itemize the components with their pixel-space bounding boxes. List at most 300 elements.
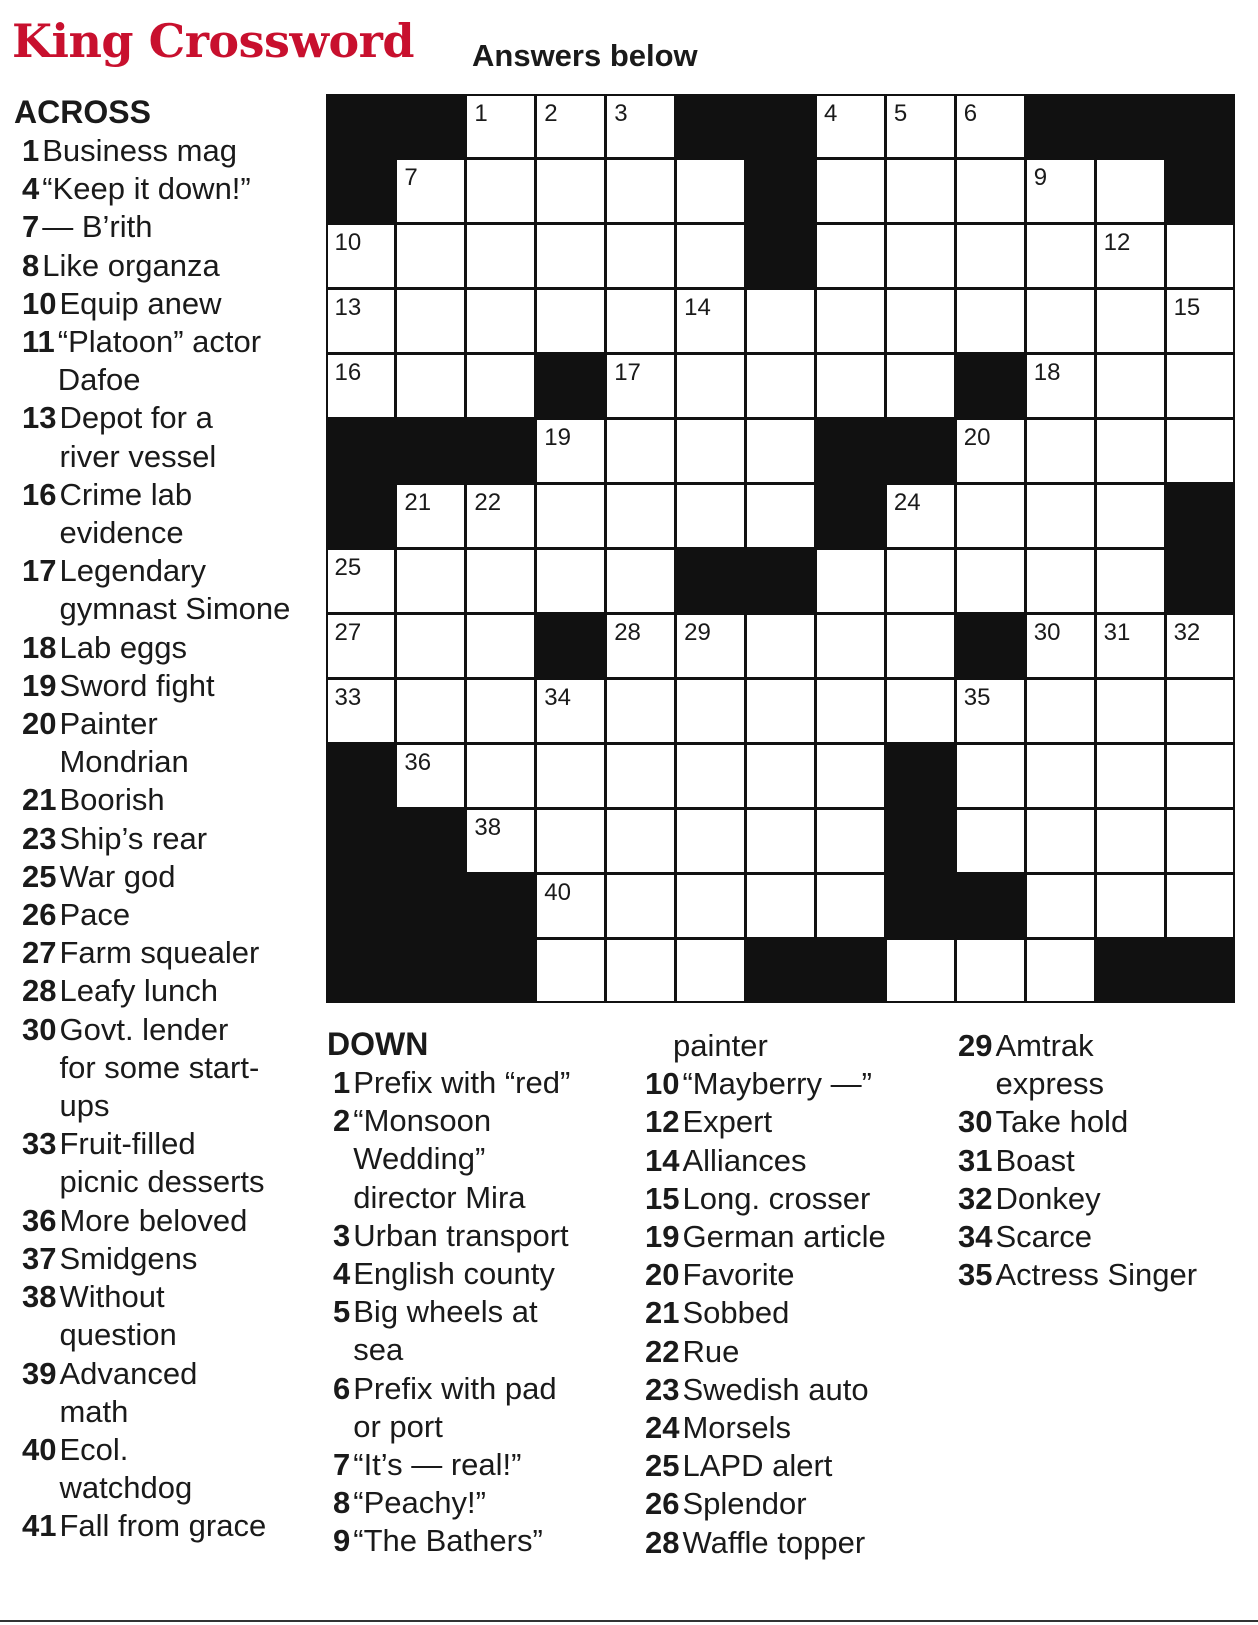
grid-cell[interactable] [397, 680, 464, 742]
clue-line: picnic desserts [59, 1164, 265, 1200]
down-clue-10 [645, 1065, 945, 1103]
down-clue-12 [645, 1103, 945, 1141]
grid-cell[interactable] [677, 680, 744, 742]
grid-cell[interactable] [467, 290, 534, 352]
grid-cell[interactable] [677, 420, 744, 482]
grid-cell[interactable] [817, 355, 884, 417]
grid-cell[interactable] [677, 485, 744, 547]
grid-cell[interactable] [1167, 680, 1234, 742]
across-clue-23 [22, 820, 307, 858]
cell-number: 38 [474, 813, 502, 841]
grid-cell[interactable] [1027, 550, 1094, 612]
grid-cell[interactable] [677, 615, 744, 677]
clue-text [59, 1125, 264, 1201]
clue-line: “Peachy!” [353, 1485, 486, 1521]
clue-number: 33 [22, 1126, 57, 1162]
across-clue-8 [22, 247, 307, 285]
grid-cell[interactable] [537, 875, 604, 937]
clue-text [353, 1217, 568, 1255]
grid-cell[interactable] [1027, 355, 1094, 417]
clue-number: 7 [22, 209, 40, 245]
clue-number: 21 [22, 782, 57, 818]
down-clue-29 [958, 1027, 1248, 1103]
clue-text [353, 1370, 556, 1446]
clue-text [995, 1256, 1197, 1294]
grid-cell[interactable] [607, 160, 674, 222]
clue-line: Mondrian [59, 744, 189, 780]
grid-cell[interactable] [607, 485, 674, 547]
cell-number: 14 [684, 294, 711, 322]
grid-cell[interactable] [747, 485, 814, 547]
grid-cell[interactable] [537, 940, 604, 1002]
grid-cell[interactable] [747, 290, 814, 352]
grid-cell[interactable] [1167, 290, 1234, 352]
grid-cell[interactable] [537, 420, 604, 482]
down-clue-21 [645, 1294, 945, 1332]
clue-text [59, 858, 175, 896]
grid-cell[interactable] [817, 745, 884, 807]
grid-cell[interactable] [887, 615, 954, 677]
clue-text [59, 1507, 266, 1545]
down-clue-list-col2 [645, 1027, 945, 1562]
grid-cell[interactable] [1027, 160, 1094, 222]
clue-line: Prefix with “red” [353, 1065, 571, 1100]
clue-line: Wedding” [353, 1141, 486, 1177]
grid-cell[interactable] [677, 810, 744, 872]
clue-line: Crime lab [59, 476, 193, 512]
clue-number: 12 [645, 1104, 680, 1140]
grid-cell[interactable] [957, 96, 1024, 158]
grid-cell[interactable] [1097, 225, 1164, 287]
down-clue-9 [333, 1522, 623, 1560]
grid-cell[interactable] [1167, 810, 1234, 872]
grid-cell[interactable] [887, 550, 954, 612]
grid-cell[interactable] [397, 550, 464, 612]
clue-text [42, 170, 251, 208]
cell-number: 27 [334, 618, 362, 646]
grid-cell[interactable] [607, 810, 674, 872]
grid-cell[interactable] [607, 355, 674, 417]
clue-number: 19 [645, 1219, 680, 1255]
cell-number: 28 [614, 618, 641, 646]
grid-cell[interactable] [537, 810, 604, 872]
grid-cell[interactable] [537, 485, 604, 547]
cell-number: 33 [334, 683, 362, 711]
grid-cell[interactable] [328, 615, 395, 677]
cell-number: 21 [404, 489, 432, 517]
across-clue-list [22, 132, 307, 1546]
across-clue-30 [22, 1011, 307, 1126]
clue-number: 30 [958, 1104, 993, 1140]
grid-cell[interactable] [467, 485, 534, 547]
grid-cell[interactable] [397, 160, 464, 222]
grid-cell[interactable] [1167, 615, 1234, 677]
clue-number: 28 [645, 1524, 680, 1560]
clue-number: 18 [22, 629, 57, 665]
grid-cell[interactable] [677, 745, 744, 807]
grid-cell[interactable] [1027, 615, 1094, 677]
across-clue-17 [22, 552, 307, 628]
grid-cell[interactable] [817, 290, 884, 352]
grid-cell[interactable] [747, 615, 814, 677]
grid-cell[interactable] [817, 225, 884, 287]
clue-number: 26 [22, 897, 57, 933]
grid-cell[interactable] [957, 420, 1024, 482]
grid-cell[interactable] [467, 225, 534, 287]
grid-cell[interactable] [1167, 355, 1234, 417]
grid-cell[interactable] [817, 615, 884, 677]
grid-cell[interactable] [607, 745, 674, 807]
clue-line: Like organza [42, 247, 220, 283]
down-clue-2 [333, 1102, 623, 1217]
clue-text [353, 1522, 543, 1560]
clue-number: 17 [22, 553, 57, 589]
grid-cell[interactable] [467, 745, 534, 807]
grid-cell[interactable] [1027, 875, 1094, 937]
grid-cell[interactable] [957, 550, 1024, 612]
grid-cell[interactable] [957, 485, 1024, 547]
grid-cell[interactable] [607, 420, 674, 482]
clue-text [353, 1064, 570, 1102]
clue-line: More beloved [59, 1202, 248, 1238]
across-clue-37 [22, 1240, 307, 1278]
cell-number: 22 [474, 489, 502, 517]
grid-cell[interactable] [817, 160, 884, 222]
grid-cell[interactable] [607, 290, 674, 352]
grid-cell[interactable] [328, 680, 395, 742]
clue-text [59, 972, 218, 1010]
grid-cell[interactable] [397, 290, 464, 352]
grid-cell[interactable] [1097, 420, 1164, 482]
grid-cell[interactable] [957, 745, 1024, 807]
clue-line: Dafoe [57, 362, 141, 398]
grid-cell[interactable] [1097, 680, 1164, 742]
grid-cell[interactable] [397, 485, 464, 547]
grid-cell[interactable] [467, 615, 534, 677]
clue-number: 3 [333, 1217, 351, 1253]
grid-cell[interactable] [817, 810, 884, 872]
cell-number: 25 [334, 554, 362, 581]
grid-cell[interactable] [1027, 420, 1094, 482]
grid-cell[interactable] [467, 680, 534, 742]
clue-number: 6 [333, 1370, 351, 1406]
clue-text [59, 552, 290, 628]
across-clue-10 [22, 285, 307, 323]
grid-cell[interactable] [397, 745, 464, 807]
down-clue-7 [333, 1446, 623, 1484]
grid-cell[interactable] [957, 225, 1024, 287]
clue-line: Splendor [682, 1486, 807, 1522]
grid-cell[interactable] [607, 875, 674, 937]
grid-cell[interactable] [677, 160, 744, 222]
grid-cell[interactable] [467, 355, 534, 417]
cell-number: 24 [893, 489, 921, 517]
clue-number: 11 [22, 324, 55, 360]
grid-cell[interactable] [1027, 940, 1094, 1002]
cell-number: 6 [963, 99, 978, 127]
clue-number: 7 [333, 1447, 351, 1483]
grid-cell[interactable] [747, 875, 814, 937]
clue-line: LAPD alert [682, 1448, 833, 1484]
grid-cell[interactable] [1027, 225, 1094, 287]
clue-text [59, 476, 192, 552]
across-clue-11 [22, 323, 307, 399]
grid-cell[interactable] [957, 160, 1024, 222]
cell-number: 40 [544, 878, 571, 906]
across-clue-38 [22, 1278, 307, 1354]
grid-cell[interactable] [747, 745, 814, 807]
clue-line: — B’rith [42, 209, 153, 245]
clue-text [353, 1255, 555, 1293]
clue-line: Leafy lunch [59, 973, 219, 1009]
down-clue-34 [958, 1218, 1248, 1256]
grid-cell[interactable] [677, 355, 744, 417]
clue-number: 5 [333, 1294, 351, 1330]
grid-cell[interactable] [1027, 485, 1094, 547]
grid-cell[interactable] [607, 940, 674, 1002]
grid-cell[interactable] [607, 225, 674, 287]
clue-number: 23 [22, 820, 57, 856]
down-clue-22 [645, 1333, 945, 1371]
page-title: King Crossword [12, 14, 415, 68]
grid-cell[interactable] [537, 680, 604, 742]
clue-line: Lab eggs [59, 629, 188, 665]
grid-cell[interactable] [1097, 745, 1164, 807]
grid-cell[interactable] [607, 680, 674, 742]
grid-cell[interactable] [1167, 875, 1234, 937]
clue-line: Long. crosser [682, 1180, 871, 1216]
clue-line: Boast [995, 1142, 1075, 1178]
grid-cell[interactable] [1027, 810, 1094, 872]
cell-number: 20 [963, 424, 991, 452]
grid-cell[interactable] [1027, 680, 1094, 742]
grid-cell[interactable] [677, 290, 744, 352]
clue-text [59, 1278, 176, 1354]
down-clue-25 [645, 1447, 945, 1485]
grid-cell[interactable] [677, 225, 744, 287]
clue-text [682, 1294, 789, 1332]
grid-cell[interactable] [537, 160, 604, 222]
cell-number: 4 [823, 99, 838, 127]
clue-number: 1 [333, 1065, 351, 1100]
cell-number: 16 [334, 359, 362, 387]
clue-number: 25 [22, 858, 57, 894]
down-clue-4 [333, 1255, 623, 1293]
grid-cell[interactable] [887, 940, 954, 1002]
grid-cell[interactable] [887, 355, 954, 417]
clue-line: sea [353, 1332, 404, 1368]
clue-text [42, 208, 152, 246]
clue-line: express [995, 1066, 1105, 1102]
grid-cell[interactable] [887, 225, 954, 287]
clue-line: Farm squealer [59, 935, 260, 971]
grid-cell[interactable] [328, 290, 395, 352]
clue-number: 13 [22, 400, 57, 436]
clue-text [59, 896, 130, 934]
grid-cell[interactable] [397, 225, 464, 287]
grid-cell[interactable] [747, 355, 814, 417]
grid-cell[interactable] [537, 290, 604, 352]
across-clue-21 [22, 781, 307, 819]
clue-line: or port [353, 1408, 443, 1444]
across-clue-4 [22, 170, 307, 208]
grid-cell[interactable] [1097, 550, 1164, 612]
clue-line: Govt. lender [59, 1011, 229, 1047]
across-clue-25 [22, 858, 307, 896]
clue-line: Favorite [682, 1257, 795, 1293]
clue-number: 34 [958, 1219, 993, 1255]
grid-cell[interactable] [1027, 290, 1094, 352]
clue-line: “Platoon” actor [57, 324, 262, 360]
clue-number: 41 [22, 1508, 57, 1544]
grid-cell[interactable] [537, 96, 604, 158]
clue-line: Rue [682, 1333, 740, 1369]
grid-cell[interactable] [817, 96, 884, 158]
clue-number: 28 [22, 973, 57, 1009]
clue-text [682, 1524, 865, 1562]
grid-cell[interactable] [1167, 420, 1234, 482]
clue-text [59, 285, 221, 323]
grid-cell[interactable] [607, 550, 674, 612]
grid-cell[interactable] [328, 225, 395, 287]
grid-cell[interactable] [957, 680, 1024, 742]
clue-number: 29 [958, 1028, 993, 1063]
grid-cell[interactable] [467, 96, 534, 158]
grid-cell[interactable] [747, 810, 814, 872]
grid-cell[interactable] [887, 290, 954, 352]
clue-line: Fruit-filled [59, 1126, 196, 1162]
cell-number: 2 [544, 99, 558, 127]
clue-line: Boorish [59, 782, 165, 818]
grid-cell[interactable] [397, 355, 464, 417]
cell-number: 19 [544, 424, 571, 452]
clue-line: ups [59, 1088, 110, 1124]
cell-number: 5 [893, 99, 908, 127]
cell-number: 10 [334, 229, 362, 257]
clue-text [682, 1065, 871, 1103]
clue-line: Depot for a [59, 400, 213, 436]
clue-number: 14 [645, 1142, 680, 1178]
grid-cell[interactable] [747, 680, 814, 742]
clue-line: Urban transport [353, 1217, 569, 1253]
clue-number: 25 [645, 1448, 680, 1484]
grid-cell[interactable] [1097, 160, 1164, 222]
clue-line: Sobbed [682, 1295, 790, 1331]
grid-cell[interactable] [747, 420, 814, 482]
cell-number: 3 [614, 99, 628, 127]
clue-text [59, 934, 259, 972]
down-clue-32 [958, 1180, 1248, 1218]
clue-text [995, 1180, 1100, 1218]
clue-text [58, 323, 261, 399]
clue-text [59, 705, 188, 781]
grid-cell[interactable] [607, 96, 674, 158]
grid-cell[interactable] [467, 810, 534, 872]
clue-text [59, 1240, 197, 1278]
clue-line: Donkey [995, 1180, 1101, 1216]
cell-number: 30 [1033, 618, 1061, 646]
grid-cell[interactable] [1027, 745, 1094, 807]
grid-cell[interactable] [817, 680, 884, 742]
grid-cell[interactable] [1097, 875, 1164, 937]
grid-cell[interactable] [817, 875, 884, 937]
clue-number: 2 [333, 1103, 351, 1139]
down-clue-24 [645, 1409, 945, 1447]
grid-cell[interactable] [887, 485, 954, 547]
grid-cell[interactable] [1167, 225, 1234, 287]
clue-line: gymnast Simone [59, 591, 291, 627]
grid-cell[interactable] [1097, 810, 1164, 872]
grid-cell[interactable] [467, 160, 534, 222]
grid-cell[interactable] [957, 810, 1024, 872]
across-clue-36 [22, 1202, 307, 1240]
clue-number: 30 [22, 1011, 57, 1047]
grid-cell[interactable] [957, 940, 1024, 1002]
grid-cell[interactable] [328, 550, 395, 612]
grid-cell[interactable] [887, 160, 954, 222]
clue-text [682, 1142, 806, 1180]
clue-text [682, 1180, 870, 1218]
down-clue-35 [958, 1256, 1248, 1294]
clue-text [59, 667, 214, 705]
grid-cell[interactable] [887, 96, 954, 158]
cell-number: 36 [404, 748, 432, 776]
clue-line: Big wheels at [353, 1294, 538, 1330]
clue-number: 21 [645, 1295, 680, 1331]
across-clue-16 [22, 476, 307, 552]
grid-cell[interactable] [537, 550, 604, 612]
cell-number: 34 [544, 683, 571, 711]
clue-line: Amtrak [995, 1028, 1094, 1063]
grid-cell[interactable] [1097, 615, 1164, 677]
grid-cell[interactable] [397, 615, 464, 677]
grid-cell[interactable] [1097, 290, 1164, 352]
clue-text [682, 1447, 832, 1485]
clue-text [682, 1103, 772, 1141]
grid-cell[interactable] [677, 940, 744, 1002]
grid-cell[interactable] [328, 355, 395, 417]
clue-text [353, 1484, 486, 1522]
grid-cell[interactable] [467, 550, 534, 612]
grid-cell[interactable] [1167, 745, 1234, 807]
grid-cell[interactable] [537, 225, 604, 287]
cell-number: 12 [1103, 229, 1131, 257]
clue-number: 35 [958, 1257, 993, 1293]
cell-number: 7 [404, 164, 418, 192]
clue-number: 23 [645, 1371, 680, 1407]
down-clue-19 [645, 1218, 945, 1256]
clue-line: Alliances [682, 1142, 807, 1178]
clue-number: 8 [333, 1485, 351, 1521]
clue-text [59, 1355, 197, 1431]
across-heading: ACROSS [14, 94, 151, 130]
grid-cell[interactable] [1097, 355, 1164, 417]
clue-line: Scarce [995, 1219, 1092, 1255]
grid-cell[interactable] [957, 290, 1024, 352]
grid-cell[interactable] [817, 550, 884, 612]
across-clue-20 [22, 705, 307, 781]
clue-text [995, 1027, 1104, 1103]
cell-number: 13 [334, 294, 362, 322]
grid-cell[interactable] [887, 680, 954, 742]
across-clue-41 [22, 1507, 307, 1545]
clue-line: Smidgens [59, 1240, 198, 1276]
bottom-divider [0, 1620, 1258, 1622]
grid-cell[interactable] [1097, 485, 1164, 547]
grid-cell[interactable] [537, 745, 604, 807]
grid-cell[interactable] [607, 615, 674, 677]
grid-cell[interactable] [677, 875, 744, 937]
